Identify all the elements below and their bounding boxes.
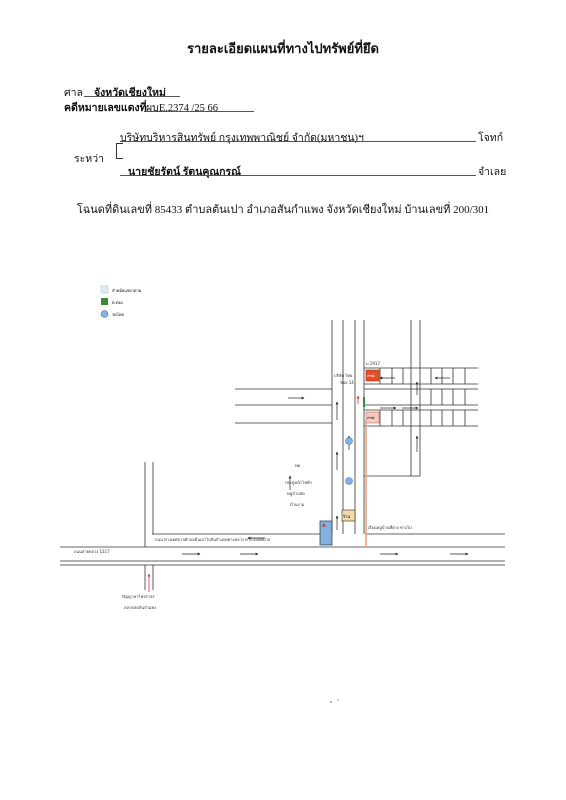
stray-dot-1 bbox=[330, 701, 332, 703]
pond-1 bbox=[346, 438, 353, 445]
between-label: ระหว่า bbox=[74, 154, 104, 165]
stray-dot-2 bbox=[337, 699, 338, 700]
soi-name-label: บริษัท ไทย bbox=[334, 373, 353, 378]
legend-label-2: ต.ทอง bbox=[112, 300, 123, 305]
route-marks bbox=[149, 396, 366, 592]
legend-label-1: ลำหม้อแซ่งาคาม bbox=[112, 288, 142, 293]
case-value: ผบE.2374 /25 66 bbox=[146, 103, 219, 114]
pond-2 bbox=[346, 478, 353, 485]
deed-line: โฉนดที่ดินเลขที่ 85433 ตำบลต้นเปา อำเภอสันกำแพง จังหวัดเชียงใหม่ บ้านเลขที่ 200/301 bbox=[76, 204, 490, 216]
road-frontage-label: ถนน ทางเทศบาลตำบลต้นเปาไปสันกำแพงทางหลวง ทางไปเทศบาล bbox=[155, 537, 271, 542]
map-labels bbox=[74, 361, 412, 610]
note-line-1: ทด bbox=[295, 463, 301, 468]
note-line-2: ประตูหน้าไฟฟ้า bbox=[285, 480, 312, 485]
case-label: คดีหมายเลขแดงที่ bbox=[64, 103, 147, 114]
property-box-red-label: ทรัพย์ bbox=[367, 374, 375, 378]
shop-label: ร้าน bbox=[343, 514, 351, 519]
road-main-label: ถนนสายหลวง 1317 bbox=[74, 549, 110, 554]
property-box-pink-label: ทรัพย์ bbox=[367, 416, 375, 420]
plaintiff-name: บริษัทบริหารสินทรัพย์ กรุงเทพพาณิชย์ จำกัด(มหาชน)ฯ bbox=[120, 133, 364, 144]
map-legend bbox=[101, 286, 142, 318]
building-blue-marker: ▲ bbox=[322, 522, 326, 528]
defendant-role: จำเลย bbox=[478, 167, 507, 178]
legend-swatch-3 bbox=[101, 311, 108, 318]
page-title: รายละเอียดแผนที่ทางไปทรัพย์ที่ยึด bbox=[187, 41, 379, 56]
legend-swatch-2 bbox=[101, 298, 108, 305]
court-value: จังหวัดเชียงใหม่ bbox=[94, 88, 166, 99]
right-note-label: เรือนหมู่บ้านที่ต่าง ทางไป bbox=[368, 525, 412, 530]
green-mark bbox=[363, 397, 365, 407]
defendant-name: นายชัยรัตน์ รัตนคุณกรณ์ bbox=[128, 167, 241, 178]
bottom-line-2: ตลาดสดสันกำแพง bbox=[124, 605, 156, 610]
road-network bbox=[60, 320, 505, 590]
legend-swatch-1 bbox=[101, 286, 108, 293]
bottom-line-1: ปัญญาหาไฟจราจร bbox=[122, 594, 155, 599]
top-label: บ.1917 bbox=[366, 361, 380, 366]
plaintiff-role: โจทก์ bbox=[478, 133, 504, 144]
legend-label-3: รดโทย bbox=[112, 312, 124, 317]
note-line-3: หมู่บ้านจัด bbox=[287, 491, 305, 496]
soi-sub-label: ซอย 14 bbox=[340, 380, 354, 385]
note-line-4: บ้านงาม bbox=[290, 502, 305, 507]
court-label: ศาล bbox=[64, 88, 83, 99]
